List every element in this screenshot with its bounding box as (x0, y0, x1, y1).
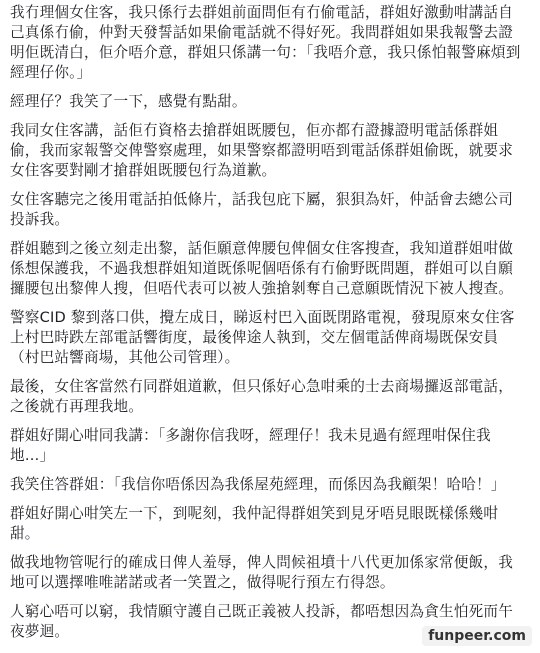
post-paragraph: 最後，女住客當然冇同群姐道歉，但只係好心急咁乘的士去商場攞返部電話，之後就冇再理我地。 (10, 378, 513, 415)
post-paragraph: 我笑住答群姐：「我信你唔係因為我係屋苑經理，而係因為我顧架！哈哈！」 (10, 476, 506, 493)
post-paragraph: 群姐好開心咁笑左一下，到呢刻，我仲記得群姐笑到見牙唔見眼既樣係幾咁甜。 (10, 505, 499, 542)
post-paragraph: 群姐聽到之後立刻走出黎，話佢願意俾腰包俾個女住客搜查，我知道群姐咁做係想保護我，不過我想群姐知道既係呢個唔係有冇偷野既問題，群姐可以自願攞腰包出黎俾人搜，但唔代表可以被人強搶剝奪自己意願既情況下被人搜查。 (10, 240, 513, 297)
post-paragraph: 女住客聽完之後用電話拍低條片，話我包庇下屬，狠狽為奸，仲話會去總公司投訴我。 (10, 191, 513, 228)
site-watermark: funpeer.com (422, 626, 532, 646)
post-paragraph: 我同女住客講，話佢冇資格去搶群姐既腰包，佢亦都冇證據證明電話係群姐偷，我而家報警交俾警察處理，如果警察都證明唔到電話係群姐偷既，就要求女住客要對剛才搶群姐既腰包行為道歉。 (10, 122, 513, 179)
post-paragraph: 人窮心唔可以窮，我情願守護自己既正義被人投訴，都唔想因為貪生怕死而午夜夢迴。 (10, 603, 513, 640)
post-paragraph: 經理仔？我笑了一下，感覺有點甜。 (10, 93, 247, 110)
post-paragraph: 做我地物管呢行的確成日俾人羞辱，俾人問候祖墳十八代更加係家常便飯，我地可以選擇唯唯諾諾或者一笑置之，做得呢行預左冇得怨。 (10, 554, 513, 591)
post-paragraph: 群姐好開心咁同我講：「多謝你信我呀，經理仔！我未見過有經理咁保住我地…」 (10, 427, 491, 464)
post-paragraph: 我冇理個女住客，我只係行去群姐前面問佢有冇偷電話，群姐好激動咁講話自己真係冇偷，仲對天發誓話如果偷電話就不得好死。我問群姐如果我報警去證明佢既清白，佢介唔介意，群姐只係講一句：「我唔介意，我只係怕報警麻煩到經理仔你。」 (10, 4, 521, 81)
post-paragraph: 警察CID 黎到落口供，攪左成日，睇返村巴入面既閉路電視，發現原來女住客上村巴時跌左部電話響街度，最後俾途人執到，交左個電話俾商場既保安員（村巴站響商場，其他公司管理）。 (10, 309, 515, 366)
